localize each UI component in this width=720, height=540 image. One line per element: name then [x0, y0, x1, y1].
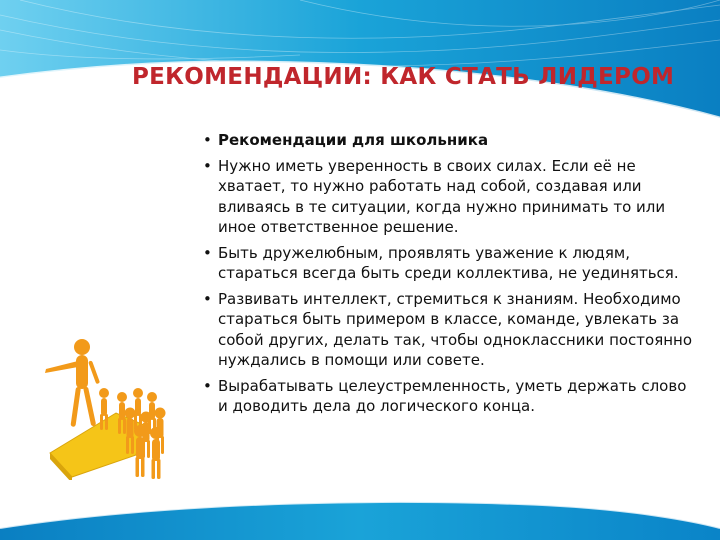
- list-item-text: Вырабатывать целеустремленность, уметь держать слово и доводить дела до логического конца.: [218, 376, 687, 415]
- leader-figure: [45, 339, 100, 427]
- background-bottom-wave: [0, 470, 720, 540]
- list-item: [203, 243, 693, 284]
- bullet-marker: •: [203, 376, 212, 395]
- leader-illustration: [32, 335, 192, 480]
- bullet-marker: •: [203, 131, 212, 149]
- list-item-text: Быть дружелюбным, проявлять уважение к людям, стараться всегда быть среди коллектива, не уединяться.: [218, 243, 679, 282]
- bullet-marker: •: [203, 156, 212, 175]
- list-item: [203, 376, 693, 417]
- recommendation-list: [203, 130, 693, 422]
- list-item: [203, 130, 693, 151]
- list-item: [203, 289, 693, 371]
- bullet-marker: •: [203, 243, 212, 262]
- list-item-text: Развивать интеллект, стремиться к знаниям. Необходимо стараться быть примером в классе, команде, увлекать за собой других, делать так, чтобы одноклассники постоянно нуждались в помощи или совете.: [218, 289, 693, 369]
- slide-title: РЕКОМЕНДАЦИИ: КАК СТАТЬ ЛИДЕРОМ: [132, 64, 675, 90]
- bullet-marker: •: [203, 289, 212, 308]
- list-item-text: Рекомендации для школьника: [218, 131, 489, 149]
- list-item: [203, 156, 693, 238]
- list-item-text: Нужно иметь уверенность в своих силах. Если её не хватает, то нужно работать над собой, создавая или вливаясь в те ситуации, когда нужно принимать то или иное ответственное решение.: [218, 156, 666, 236]
